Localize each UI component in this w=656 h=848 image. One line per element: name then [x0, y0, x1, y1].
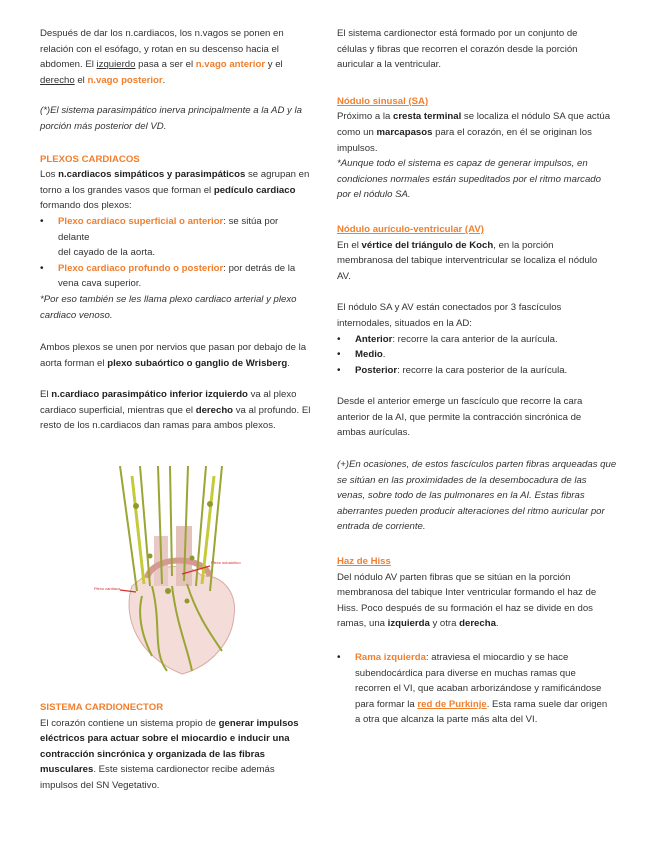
inferior-nerve-paragraph: El n.cardiaco parasimpático inferior izquierdo va al plexo cardiaco superficial, mientras que el derecho va al profundo. El resto de los n.cardiacos dan ramas para ambos plexos.	[40, 389, 311, 432]
list-item: • Plexo cardiaco profundo o posterior: por detrás de la vena cava superior.	[40, 262, 296, 290]
section-nodulo-sinusal: Nódulo sinusal (SA) Próximo a la cresta terminal se localiza el nódulo SA que actúa como un marcapasos para el corazón, en él se originan los impulsos. *Aunque todo el sistema es capaz de generar impulsos, en condiciones normales están supeditados por el ritmo marcado por el nódulo SA.	[337, 94, 621, 203]
section-heading: Haz de Hiss	[337, 556, 391, 568]
text-line: derecho el n.vago posterior.	[40, 74, 166, 86]
fasciculos-paragraph: El nódulo SA y AV están conectados por 3 fascículos internodales, situados en la AD: • Anterior: recorre la cara anterior de la aurícula. • Medio. • Posterior: recorre la cara posterior de la aurícula.	[337, 300, 621, 378]
section-heading: Nódulo sinusal (SA)	[337, 95, 429, 107]
fasciculos-list	[337, 332, 621, 379]
section-sistema: SISTEMA CARDIONECTOR El corazón contiene un sistema propio de generar impulsos eléctricos para actuar sobre el miocardio e inducir una contracción sincrónica y organizada de las fibras musculares. Este sistema cardionector recibe además impulsos del SN Vegetativo.	[40, 700, 312, 794]
left-column	[40, 26, 312, 434]
section-heading: Nódulo aurículo-ventricular (AV)	[337, 223, 484, 235]
cardiac-plexus-figure	[92, 466, 252, 684]
list-item: • Plexo cardiaco superficial o anterior: se sitúa por delante del cayado de la aorta.	[40, 215, 279, 259]
rama-list	[337, 650, 621, 728]
list-item: • Anterior: recorre la cara anterior de la aurícula.	[337, 333, 558, 345]
section-heading: SISTEMA CARDIONECTOR	[40, 702, 164, 713]
heart-illustration	[92, 466, 252, 684]
section-haz-de-hiss: Haz de Hiss Del nódulo AV parten fibras que se sitúan en la porción membranosa del tabique Inter ventricular formando el haz de Hiss. Poco después de su formación el haz se divide en dos ramas, una izquierda y otra derecha.	[337, 554, 621, 632]
purkinje-link: red de Purkinje	[417, 698, 487, 710]
vagus-paragraph	[40, 26, 312, 88]
text-line: Después de dar los n.cardiacos, los n.vagos se ponen en	[40, 28, 284, 39]
list-item: • Posterior: recorre la cara posterior de la aurícula.	[337, 364, 568, 376]
figure-label-right: Plexo subaórtico	[211, 560, 241, 565]
plexos-list	[40, 214, 312, 292]
text-line: abdomen. El izquierdo pasa a ser el n.vago anterior y el	[40, 59, 283, 71]
section-plexos: PLEXOS CARDIACOS Los n.cardiacos simpáticos y parasimpáticos se agrupan en torno a los grandes vasos que forman el pedículo cardiaco formando dos plexos: • Plexo cardiaco superficial o anterior: se sitúa por delante del cayado de la aorta. • Plexo cardiaco profundo o posterior: por detrás de la vena cava superior. *Por eso también se les llama plexo cardiaco arterial y plexo cardiaco venoso.	[40, 152, 312, 324]
cardionector-intro: El sistema cardionector está formado por un conjunto de células y fibras que recorren el corazón desde la porción auricular a la ventricular.	[337, 28, 578, 71]
text-line: relación con el esófago, y rotan en su descenso hacia el	[40, 43, 279, 55]
figure-label-left: Plexo cardiaco	[94, 586, 121, 591]
wrisberg-paragraph: Ambos plexos se unen por nervios que pasan por debajo de la aorta forman el plexo subaórtico o ganglio de Wrisberg.	[40, 342, 307, 369]
aberrant-fibers-note: (+)En ocasiones, de estos fascículos parten fibras arqueadas que se sitúan en las proximidades de la desembocadura de las venas, sobre todo de las pulmonares en la AI. Estas fibras aberrantes pueden producir alteraciones del ritmo auricular por entrada de corriente.	[337, 459, 617, 533]
right-column	[337, 26, 621, 728]
list-item: • Rama izquierda: atraviesa el miocardio y se hace subendocárdica para diverse en muchas ramas que recorren el VI, que acaban arborizándose y ramificándose para formar la red de Purkinje. Esta rama suele dar origen a otra que alcanza la parte más alta del VI.	[337, 652, 608, 726]
section-nodulo-av: Nódulo aurículo-ventricular (AV) En el vértice del triángulo de Koch, en la porción membranosa del tabique interventricular se localiza el nódulo AV.	[337, 222, 621, 284]
section-heading: PLEXOS CARDIACOS	[40, 153, 140, 165]
parasympathetic-note: (*)El sistema parasimpático inerva principalmente a la AD y la porción más posterior del VD.	[40, 105, 302, 132]
anterior-emerge-paragraph: Desde el anterior emerge un fascículo que recorre la cara anterior de la AI, que permite la contracción sincrónica de ambas aurículas.	[337, 396, 583, 439]
list-item: • Medio.	[337, 349, 386, 361]
